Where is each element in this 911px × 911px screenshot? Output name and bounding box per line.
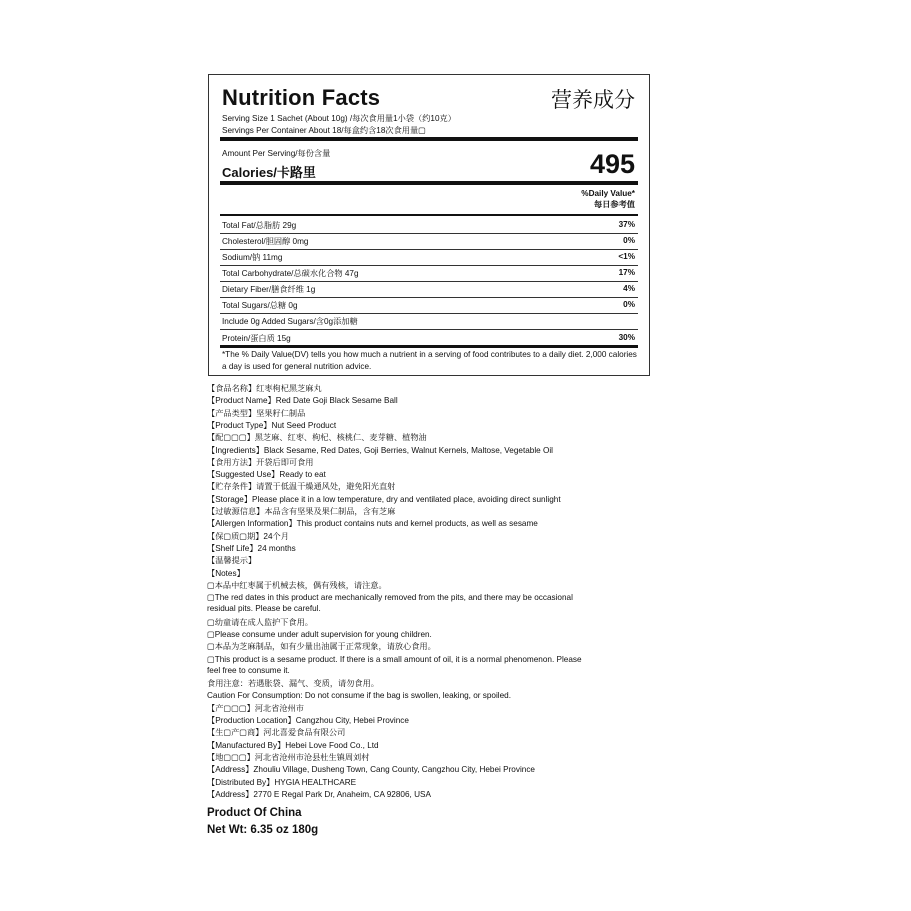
amount-per-serving: Amount Per Serving/每份含量 bbox=[222, 149, 331, 158]
info-line: 【Manufactured By】Hebei Love Food Co., Ltd bbox=[207, 740, 379, 750]
nutrition-title: Nutrition Facts bbox=[222, 85, 381, 110]
info-line: 【Product Name】Red Date Goji Black Sesame Ball bbox=[207, 396, 398, 406]
info-line: 食用注意：若遇胀袋、漏气、变质，请勿食用。 bbox=[207, 679, 379, 689]
daily-value-header-cn: 每日参考值 bbox=[594, 200, 635, 209]
nutrient-row bbox=[222, 284, 635, 295]
divider-mid bbox=[220, 214, 638, 216]
nutrition-facts-panel bbox=[208, 74, 650, 376]
product-origin: Product Of China bbox=[207, 807, 302, 819]
info-line: ▢The red dates in this product are mechanically removed from the pits, and there may be occasional bbox=[207, 593, 573, 603]
nutrient-row bbox=[222, 300, 635, 311]
calories-value: 495 bbox=[589, 149, 635, 179]
info-line: ▢本品为芝麻制品，如有少量出油属于正常现象，请放心食用。 bbox=[207, 642, 436, 652]
info-line: 【Allergen Information】This product contains nuts and kernel products, as well as sesame bbox=[207, 519, 538, 529]
nutrient-name: Protein/蛋白质 15g bbox=[222, 334, 291, 343]
info-line: 【食用方法】开袋后即可食用 bbox=[207, 457, 314, 467]
info-line: 【Shelf Life】24 months bbox=[207, 543, 296, 553]
nutrient-name: Sodium/钠 11mg bbox=[222, 253, 283, 262]
info-line: 【Production Location】Cangzhou City, Hebei Province bbox=[207, 716, 409, 726]
nutrient-name: Include 0g Added Sugars/含0g添加糖 bbox=[222, 317, 358, 326]
info-line: 【Address】Zhouliu Village, Dusheng Town, Cang County, Cangzhou City, Hebei Province bbox=[207, 765, 535, 775]
daily-value-header-en: %Daily Value* bbox=[581, 189, 635, 198]
info-line: 【Ingredients】Black Sesame, Red Dates, Goji Berries, Walnut Kernels, Maltose, Vegetable Oil bbox=[207, 445, 554, 455]
divider-thin bbox=[220, 233, 638, 234]
divider-thin bbox=[220, 249, 638, 250]
info-line: residual pits. Please be careful. bbox=[207, 604, 321, 614]
nutrient-pct: <1% bbox=[618, 252, 635, 261]
info-line: 【产▢▢▢】河北省沧州市 bbox=[207, 703, 304, 713]
daily-value-footnote: *The % Daily Value(DV) tells you how much a nutrient in a serving of food contributes to a daily diet. 2,000 calories a day is used for general nutrition advice. bbox=[222, 350, 637, 371]
info-line: 【地▢▢▢】河北省沧州市沧县杜生镇周刘村 bbox=[207, 753, 370, 762]
info-line: 【温馨提示】 bbox=[207, 556, 257, 566]
divider-thin bbox=[220, 297, 638, 298]
info-line: ▢Please consume under adult supervision for young children. bbox=[207, 630, 432, 639]
nutrient-name: Dietary Fiber/膳食纤维 1g bbox=[222, 285, 316, 294]
info-line: 【Product Type】Nut Seed Product bbox=[207, 420, 337, 430]
daily-value-header bbox=[581, 188, 635, 210]
info-line: Caution For Consumption: Do not consume if the bag is swollen, leaking, or spoiled. bbox=[207, 690, 512, 700]
nutrient-pct: 0% bbox=[623, 300, 635, 309]
nutrient-pct: 0% bbox=[623, 236, 635, 245]
nutrient-pct: 37% bbox=[618, 220, 635, 229]
info-line: 【贮存条件】请置于低温干燥通风处，避免阳光直射 bbox=[207, 482, 396, 492]
nutrient-row bbox=[222, 236, 635, 247]
calories-label: Calories/卡路里 bbox=[222, 165, 316, 180]
serving-size: Serving Size 1 Sachet (About 10g) /每次食用量1小袋（约10克） bbox=[222, 114, 456, 123]
nutrient-row bbox=[222, 268, 635, 279]
info-line: ▢本品中红枣属于机械去核，偶有残核，请注意。 bbox=[207, 580, 387, 590]
nutrient-row bbox=[222, 220, 635, 231]
nutrient-row bbox=[222, 316, 635, 327]
divider-thick bbox=[220, 345, 638, 348]
nutrient-pct: 4% bbox=[623, 284, 635, 293]
divider-thin bbox=[220, 281, 638, 282]
info-line: 【保▢质▢期】24个月 bbox=[207, 531, 289, 541]
info-line: 【Address】2770 E Regal Park Dr, Anaheim, CA 92806, USA bbox=[207, 789, 431, 799]
info-line: 【食品名称】红枣枸杞黑芝麻丸 bbox=[207, 384, 322, 393]
nutrient-name: Total Carbohydrate/总碳水化合物 47g bbox=[222, 269, 359, 278]
net-weight: Net Wt: 6.35 oz 180g bbox=[207, 824, 319, 836]
nutrient-row bbox=[222, 333, 635, 344]
nutrient-row bbox=[222, 252, 635, 263]
nutrient-name: Total Fat/总脂肪 29g bbox=[222, 221, 297, 230]
nutrient-name: Cholesterol/胆固醇 0mg bbox=[222, 237, 309, 246]
nutrition-title-cn: 营养成分 bbox=[551, 88, 635, 112]
divider-thick bbox=[220, 181, 638, 185]
nutrient-pct: 17% bbox=[618, 268, 635, 277]
divider-thin bbox=[220, 313, 638, 314]
nutrient-pct: 30% bbox=[618, 333, 635, 342]
info-line: 【过敏源信息】本品含有坚果及果仁制品，含有芝麻 bbox=[207, 507, 396, 516]
divider-thin bbox=[220, 329, 638, 330]
info-line: 【Distributed By】HYGIA HEALTHCARE bbox=[207, 777, 357, 787]
info-line: 【Storage】Please place it in a low temperature, dry and ventilated place, avoiding direct sunlight bbox=[207, 494, 561, 504]
info-line: 【产品类型】坚果籽仁制品 bbox=[207, 408, 306, 418]
divider-thin bbox=[220, 265, 638, 266]
info-line: 【Notes】 bbox=[207, 568, 245, 578]
divider-thick bbox=[220, 137, 638, 141]
info-line: 【配▢▢▢】黑芝麻、红枣、枸杞、核桃仁、麦芽糖、植物油 bbox=[207, 433, 427, 443]
info-line: ▢This product is a sesame product. If there is a small amount of oil, it is a normal phenomenon. Please bbox=[207, 654, 582, 664]
info-line: 【生▢产▢商】河北喜爱食品有限公司 bbox=[207, 728, 346, 738]
info-line: feel free to consume it. bbox=[207, 665, 290, 675]
info-line: 【Suggested Use】Ready to eat bbox=[207, 470, 326, 480]
servings-per-container: Servings Per Container About 18/每盒约含18次食用量▢ bbox=[222, 126, 426, 135]
nutrient-name: Total Sugars/总糖 0g bbox=[222, 301, 298, 310]
info-line: ▢幼童请在成人监护下食用。 bbox=[207, 617, 313, 627]
